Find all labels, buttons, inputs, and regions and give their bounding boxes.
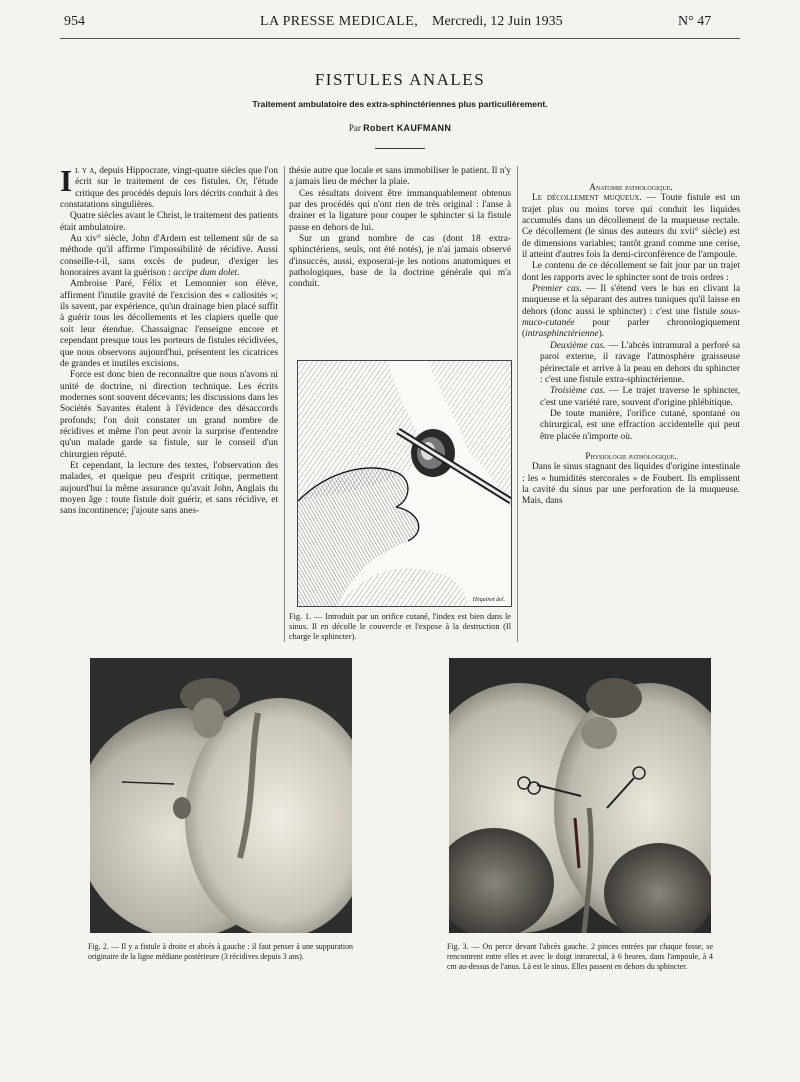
title-rule: [375, 148, 425, 149]
figure-2-photo: [90, 658, 352, 933]
figure-3-caption: Fig. 3. — On perce devant l'abcès gauche. 2 pinces entrées par chaque fosse, se rencontrent entre elles et avec le doigt intrarectal, à 6 heures, dans l'ampoule, à 4 cm au-dessus de l'anus. Là est le sinus. Elles passent en dehors du sphincter.: [447, 942, 713, 971]
illustrator-signature: Hequinet del.: [472, 597, 505, 603]
paragraph: Premier cas. — Il s'étend vers le bas en clivant la muqueuse et la séparant des autres tuniques qu'il laisse en dehors (donc aussi le sphincter) : c'est une fistule sous-muco-cutanée pour parler chronologiquement (intrasphinctérienne).: [522, 284, 741, 340]
paragraph: Le contenu de ce décollement se fait jour par un trajet dont les rapports avec le sphincter sont de trois ordres :: [522, 261, 740, 283]
paragraph: Deuxième cas. — L'abcès intramural a perforé sa paroi externe, il ravage l'atmosphère graisseuse périrectale et arrive à la peau en dehors du sphincter : c'est une fistule extra-sphinctérienne.: [540, 340, 740, 385]
issue-date: Mercredi, 12 Juin 1935: [432, 14, 563, 29]
article-title: FISTULES ANALES: [314, 70, 486, 89]
paragraph: Il y a, depuis Hippocrate, vingt-quatre siècles que l'on écrit sur le traitement de ces fistules. Or, l'étude critique des procédés depuis lors décrits conduit à des constatations singulières.: [60, 163, 278, 211]
paragraph: Ces résultats doivent être immanquablement obtenus par des procédés qui n'ont rien de très original : l'anse à drainer et la ligature pour couper le sphincter si la fistule passe en dehors de lui.: [289, 188, 511, 233]
header-rule: [60, 38, 740, 39]
paragraph: Quatre siècles avant le Christ, le traitement des patients était ambulatoire.: [60, 211, 279, 233]
paragraph: Ambroise Paré, Félix et Lemonnier son élève, affirment l'inutile gravité de l'excision des « callosités »; ils savent, par expérience, qu'un drainage bien placé suffit à guérir tous les décollements et les clapiers quelle que soit leur étendue. Chassaignac l'enseigne encore et cependant presque tous les porteurs de fistules récidivées, que nous observons aujourd'hui, présentent les cicatrices de grandes et inutiles excisions.: [60, 279, 278, 369]
column-3: [522, 182, 740, 508]
paragraph: De toute manière, l'orifice cutané, spontané ou chirurgical, est une effraction accidentelle qui peut être placée n'importe où.: [540, 408, 740, 442]
paragraph: thésie autre que locale et sans immobiliser le patient. Il n'y a jamais lieu de mécher la plaie.: [289, 166, 511, 188]
byline: [250, 123, 550, 133]
journal-name: LA PRESSE MEDICALE,: [260, 14, 419, 29]
paragraph: Au xiv° siècle, John d'Ardern est tellement sûr de sa méthode qu'il affirme l'impossibilité de récidive. Aussi conseille-t-il, sans excès de pudeur, d'exiger les honoraires avant la guérison : accipe dum dolet.: [60, 234, 278, 279]
column-divider: [517, 166, 518, 642]
column-divider: [284, 166, 285, 642]
paragraph: Dans le sinus stagnant des liquides d'origine intestinale : les « humidités stercorales » de Foubert. Ils emplissent la cavité du sinus par une perforation de la muqueuse. Mais, dans: [522, 462, 740, 507]
column-2: [289, 166, 511, 291]
byline-prefix: Par: [348, 123, 361, 133]
page-number: 954: [64, 14, 85, 29]
figure-2-caption: Fig. 2. — Il y a fistule à droite et abcès à gauche : il faut penser à une suppuration originaire de la ligne médiane postérieure (3 récidives depuis 3 ans).: [88, 942, 353, 961]
figure-1-illustration: [297, 360, 512, 607]
article-subtitle: Traitement ambulatoire des extra-sphinctériennes plus particulièrement.: [252, 99, 548, 109]
figure-3-photo: [449, 658, 711, 933]
paragraph: Et cependant, la lecture des textes, l'observation des malades, et quelque peu d'esprit critique, permettent aujourd'hui la même assurance qu'avait John, Anglais du moyen âge : toute fistule doit guérir, et sans récidive, et sans incontinence; j'ajoute sans anes-: [60, 460, 278, 517]
figure-1-caption: Fig. 1. — Introduit par un orifice cutané, l'index est bien dans le sinus. Il en décolle le couvercle et l'expose à la destruction (Il charge le sphincter).: [289, 612, 511, 641]
paragraph: Le décollement muqueux. — Toute fistule est un trajet plus ou moins torve qui conduit les liquides accumulés dans un décollement de la muqueuse rectale. Ce décollement (le sinus des auteurs du xvii° siècle) est de dimensions variables; tantôt grand comme une cerise, il atteint d'autres fois la demi-circonférence de l'ampoule.: [522, 193, 740, 261]
paragraph: Troisième cas. — Le trajet traverse le sphincter, c'est une variété rare, souvent d'origine phlébitique.: [540, 386, 740, 408]
author-name: Robert KAUFMANN: [363, 123, 452, 133]
drop-cap: I: [60, 163, 73, 198]
running-header: [60, 14, 740, 36]
paragraph: Force est donc bien de reconnaître que nous n'avons ni unité de doctrine, ni direction technique. Les écrits modernes sont souvent décevants; les discussions dans les Sociétés Savantes étalent à l'évidence des désaccords profonds; l'on doit constater un grand nombre de récidives et même l'on peut avoir la surprise d'entendre qu'un malade garde sa fistule, sur le conseil d'un chirurgien réputé.: [60, 370, 278, 460]
section-heading: Physiologie pathologique.: [585, 450, 677, 461]
paragraph: Sur un grand nombre de cas (dont 18 extra-sphinctériens, seuls, ont été notés), je n'ai jamais observé d'insuccès, aussi, exposerai-je les notions anatomiques et pathologiques, base de la doctrine générale qui m'a conduit.: [289, 234, 511, 290]
column-1: [60, 163, 279, 518]
section-heading: Anatomie pathologique.: [589, 182, 673, 192]
issue-number: N° 47: [678, 14, 712, 29]
